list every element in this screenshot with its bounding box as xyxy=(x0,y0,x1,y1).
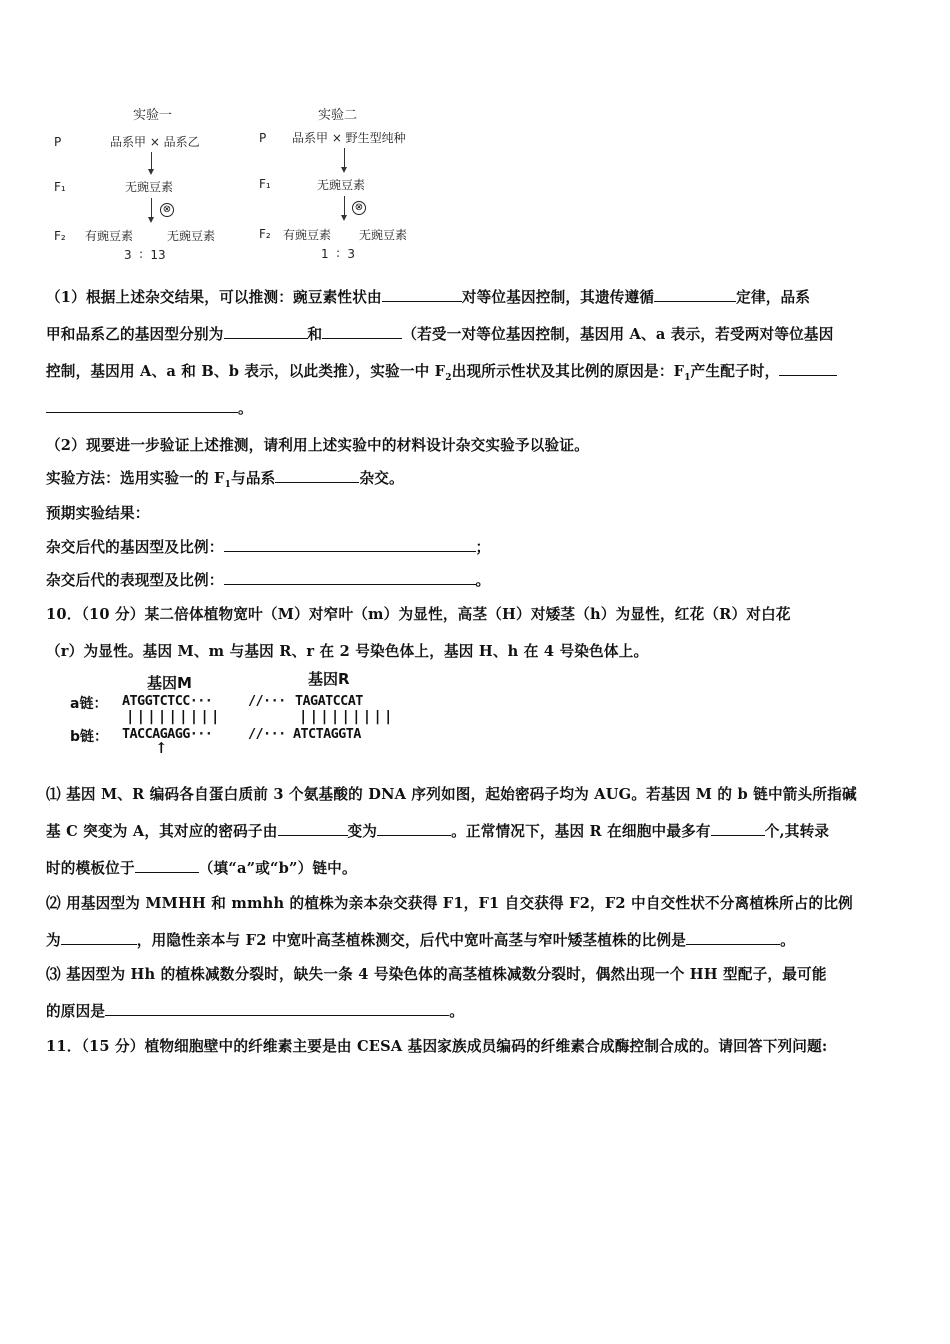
text: 。 xyxy=(449,1003,464,1020)
a-chain-seq-r: TAGATCCAT xyxy=(295,693,363,709)
base-pair-bars-m: ||||||||| xyxy=(126,709,222,725)
exp2-ratio: 1 ∶ 3 xyxy=(321,247,356,261)
q9-part2-genotype xyxy=(46,536,490,557)
a-chain-label: a链： xyxy=(70,696,108,712)
exp1-arrow-2 xyxy=(151,198,152,218)
answer-blank[interactable] xyxy=(46,398,238,413)
text: 出现所示性状及其比例的原因是：F xyxy=(451,363,685,380)
text: 控制，基因用 A、a 和 B、b 表示，以此类推），实验一中 F xyxy=(46,363,446,380)
text: 。正常情况下，基因 R 在细胞中最多有 xyxy=(451,823,711,840)
exp2-title: 实验二 xyxy=(318,108,358,123)
answer-blank[interactable] xyxy=(224,537,476,552)
gene-r-label: 基因R xyxy=(308,670,350,688)
q9-part1-line2 xyxy=(46,323,834,344)
b-chain-gap: //··· xyxy=(248,726,286,742)
text: 杂交。 xyxy=(359,470,404,487)
q10-sub1-line2 xyxy=(46,820,829,841)
exp2-f1-label: F₁ xyxy=(259,177,271,191)
exp1-selfing-icon: ⊗ xyxy=(160,203,174,217)
text: 和 xyxy=(307,326,323,343)
exp1-f2-label: F₂ xyxy=(54,229,66,243)
text: 为 xyxy=(46,932,61,949)
q10-sub2-line2 xyxy=(46,929,795,950)
subscript: 1 xyxy=(684,372,691,383)
answer-blank[interactable] xyxy=(382,287,462,302)
q10-intro-line2: （r）为显性。基因 M、m 与基因 R、r 在 2 号染色体上，基因 H、h 在 4 号染色体上。 xyxy=(46,643,649,660)
text: （若受一对等位基因控制，基因用 A、a 表示，若受两对等位基因 xyxy=(402,326,834,343)
text: 与品系 xyxy=(231,470,276,487)
exp1-parents: 品系甲 × 品系乙 xyxy=(110,135,200,149)
answer-blank[interactable] xyxy=(322,324,402,339)
text: 的原因是 xyxy=(46,1003,106,1020)
exp1-f1: 无豌豆素 xyxy=(125,180,174,194)
text: 时的模板位于 xyxy=(46,860,135,877)
exp1-f2-a: 有豌豆素 xyxy=(85,229,134,243)
base-pair-bars-r: ||||||||| xyxy=(299,709,395,725)
q9-part1-line4 xyxy=(46,397,253,418)
q9-part2-method xyxy=(46,467,404,490)
text: （1）根据上述杂交结果，可以推测：豌豆素性状由 xyxy=(46,289,382,306)
text: 个,其转录 xyxy=(764,823,830,840)
q10-sub1-line3 xyxy=(46,857,357,878)
exp1-ratio: 3 ∶ 13 xyxy=(124,248,166,262)
text: 变为 xyxy=(347,823,378,840)
exp2-f2-a: 有豌豆素 xyxy=(283,228,332,242)
answer-blank[interactable] xyxy=(779,361,837,376)
exp2-arrow-2 xyxy=(344,196,345,216)
q10-sub3-line1: ⑶ 基因型为 Hh 的植株减数分裂时，缺失一条 4 号染色体的高茎植株减数分裂时，偶然出现一个 HH 型配子，最可能 xyxy=(46,966,827,983)
text: 甲和品系乙的基因型分别为 xyxy=(46,326,224,343)
a-chain-seq-m: ATGGTCTCC··· xyxy=(122,693,213,709)
exp1-p-label: P xyxy=(54,135,62,149)
text: 。 xyxy=(238,400,253,417)
subscript: 1 xyxy=(224,479,232,490)
mutation-arrow-icon: ↑ xyxy=(155,739,168,757)
text: 对等位基因控制，其遗传遵循 xyxy=(461,289,655,306)
text: 。 xyxy=(475,572,491,589)
b-chain-seq-m: TACCAGAGG··· xyxy=(122,726,213,742)
q10-sub2-line1: ⑵ 用基因型为 MMHH 和 mmhh 的植株为亲本杂交获得 F1，F1 自交获得 F2，F2 中自交性状不分离植株所占的比例 xyxy=(46,895,853,912)
text: 。 xyxy=(780,932,795,949)
text: （填“a”或“b”）链中。 xyxy=(198,860,357,877)
exp1-arrow-1 xyxy=(151,152,152,170)
answer-blank[interactable] xyxy=(61,930,137,945)
answer-blank[interactable] xyxy=(711,821,765,836)
a-chain-gap: //··· xyxy=(248,693,286,709)
q10-sub3-line2 xyxy=(46,1000,464,1021)
q9-part2-line1: （2）现要进一步验证上述推测，请利用上述实验中的材料设计杂交实验予以验证。 xyxy=(46,437,589,454)
exp2-f2-b: 无豌豆素 xyxy=(359,228,408,242)
exp1-title: 实验一 xyxy=(133,108,173,123)
q11-line1: 11．（15 分）植物细胞壁中的纤维素主要是由 CESA 基因家族成员编码的纤维素合成酶控制合成的。请回答下列问题: xyxy=(46,1038,828,1055)
answer-blank[interactable] xyxy=(275,468,359,483)
answer-blank[interactable] xyxy=(654,287,736,302)
gene-m-label: 基因M xyxy=(147,674,192,692)
text: 定律，品系 xyxy=(736,289,811,306)
answer-blank[interactable] xyxy=(105,1001,449,1016)
answer-blank[interactable] xyxy=(686,930,780,945)
text: ； xyxy=(475,539,491,556)
exp1-f1-label: F₁ xyxy=(54,180,66,194)
text: 产生配子时， xyxy=(690,363,780,380)
text: 实验方法：选用实验一的 F xyxy=(46,470,225,487)
answer-blank[interactable] xyxy=(377,821,451,836)
q10-sub1-line1: ⑴ 基因 M、R 编码各自蛋白质前 3 个氨基酸的 DNA 序列如图，起始密码子均为 AUG。若基因 M 的 b 链中箭头所指碱 xyxy=(46,786,857,803)
text: 杂交后代的基因型及比例： xyxy=(46,539,224,556)
q9-part1-line3 xyxy=(46,360,837,383)
exp2-f1: 无豌豆素 xyxy=(317,178,366,192)
text: 基 C 突变为 A，其对应的密码子由 xyxy=(46,823,278,840)
answer-blank[interactable] xyxy=(224,324,308,339)
exp2-parents: 品系甲 × 野生型纯种 xyxy=(292,131,406,145)
exp2-f2-label: F₂ xyxy=(259,227,271,241)
q10-intro-line1: 10．（10 分）某二倍体植物宽叶（M）对窄叶（m）为显性，高茎（H）对矮茎（h）为显性，红花（R）对白花 xyxy=(46,606,791,623)
exp2-selfing-icon: ⊗ xyxy=(352,201,366,215)
answer-blank[interactable] xyxy=(224,570,476,585)
text: 杂交后代的表现型及比例： xyxy=(46,572,224,589)
text: ，用隐性亲本与 F2 中宽叶高茎植株测交，后代中宽叶高茎与窄叶矮茎植株的比例是 xyxy=(136,932,687,949)
q9-part2-expected: 预期实验结果： xyxy=(46,505,150,522)
exp2-p-label: P xyxy=(259,131,267,145)
q9-part1-line1 xyxy=(46,286,810,307)
exp2-arrow-1 xyxy=(344,148,345,168)
q9-part2-phenotype xyxy=(46,569,490,590)
b-chain-seq-r: ATCTAGGTA xyxy=(293,726,361,742)
b-chain-label: b链： xyxy=(70,729,109,745)
answer-blank[interactable] xyxy=(135,858,199,873)
answer-blank[interactable] xyxy=(278,821,348,836)
exp1-f2-b: 无豌豆素 xyxy=(167,229,216,243)
subscript: 2 xyxy=(445,372,452,383)
